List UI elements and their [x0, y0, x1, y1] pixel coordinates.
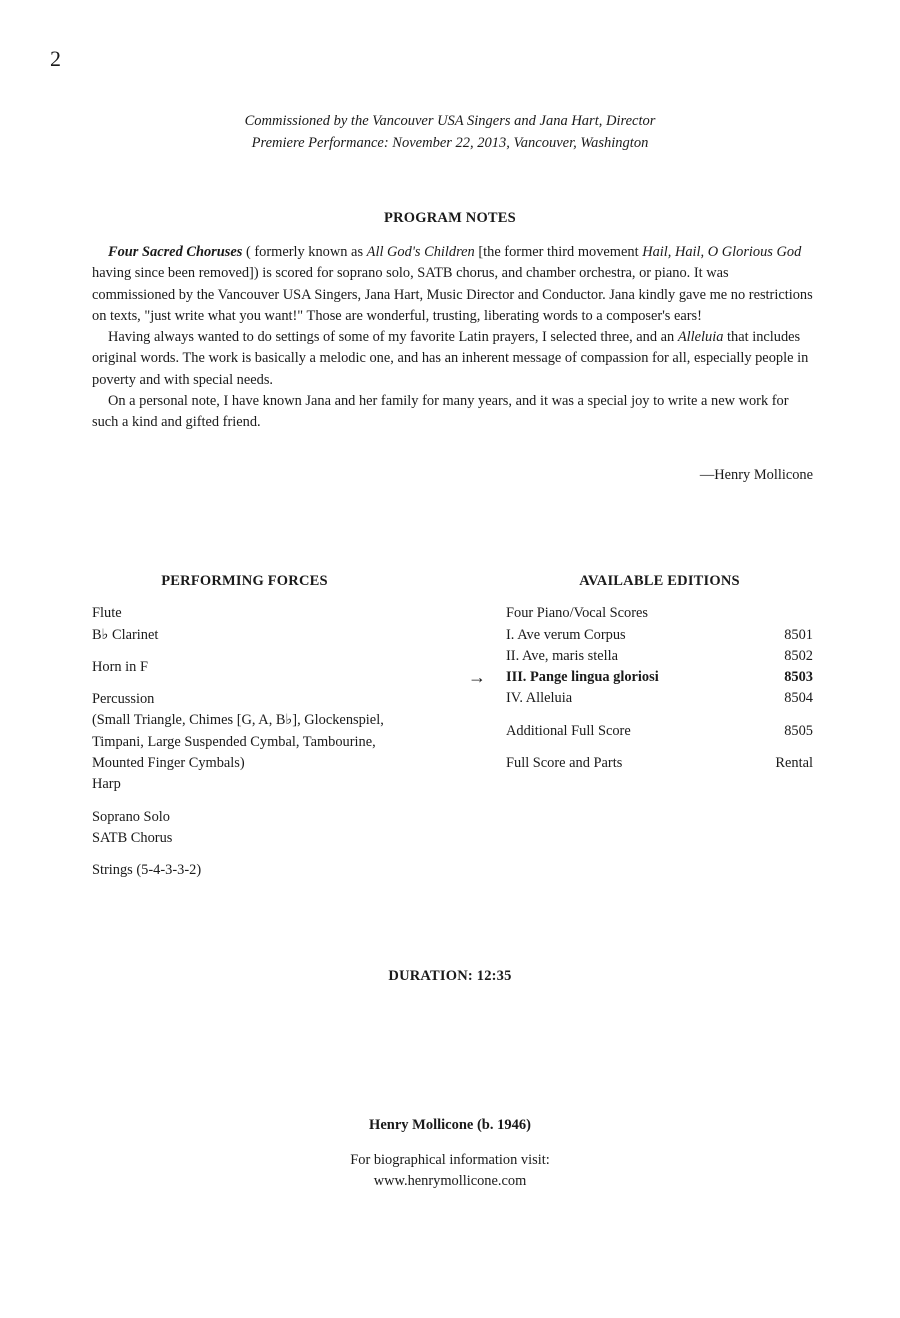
- instrument: Horn in F: [92, 658, 148, 675]
- bio-info: [0, 1150, 900, 1193]
- edition-label: II. Ave, maris stella: [506, 647, 619, 664]
- program-notes-paragraph: [92, 327, 814, 391]
- text-run: having since been removed]) is scored for soprano solo, SATB chorus, and chamber orchestra, or piano. It was commissioned by the Vancouver USA Singers, Jana Hart, Music Director and Conductor. Jana kindly gave me no restrictions on texts, "just write what you want!" Those are wonderful, trusting, liberating words to a composer's ears!: [92, 265, 813, 324]
- edition-row: [506, 646, 813, 667]
- instrument: Strings (5-4-3-3-2): [92, 862, 202, 879]
- removed-movement-title: Hail, Hail, O Glorious God: [642, 244, 802, 260]
- edition-row: [506, 688, 813, 709]
- instrument: Harp: [92, 776, 121, 793]
- available-editions: [468, 571, 813, 774]
- instrument-detail: Timpani, Large Suspended Cymbal, Tambourine,: [92, 733, 376, 750]
- instrument-group: [92, 860, 432, 881]
- performing-forces-heading: PERFORMING FORCES: [161, 573, 328, 589]
- work-title: Four Sacred Choruses: [108, 244, 243, 260]
- instrument-group: [92, 657, 432, 678]
- commission-line: Commissioned by the Vancouver USA Singers and Jana Hart, Director: [244, 113, 656, 129]
- edition-row: [506, 625, 813, 646]
- instrument: SATB Chorus: [92, 829, 173, 846]
- program-notes-heading: PROGRAM NOTES: [384, 210, 516, 226]
- edition-code: 8502: [784, 647, 813, 664]
- bio-website: www.henrymollicone.com: [373, 1173, 527, 1190]
- former-title: All God's Children: [366, 244, 475, 260]
- edition-code: Rental: [775, 755, 813, 772]
- premiere-line: Premiere Performance: November 22, 2013, Vancouver, Washington: [251, 135, 649, 151]
- commission-block: [0, 110, 900, 154]
- edition-label: Additional Full Score: [506, 722, 631, 739]
- page-number: 2: [50, 46, 61, 71]
- instrument: Percussion: [92, 691, 155, 708]
- arrow-right-icon: →: [468, 667, 486, 688]
- edition-label: I. Ave verum Corpus: [506, 626, 626, 643]
- instrument: Flute: [92, 605, 122, 622]
- instrument-detail: Mounted Finger Cymbals): [92, 755, 245, 772]
- duration: DURATION: 12:35: [388, 968, 512, 984]
- text-run: [the former third movement: [474, 244, 643, 260]
- author-signature: —Henry Mollicone: [699, 467, 813, 483]
- program-notes-body: [92, 242, 814, 434]
- available-editions-heading: AVAILABLE EDITIONS: [579, 573, 740, 589]
- instrument-group: [92, 807, 432, 850]
- bio-text: For biographical information visit:: [350, 1152, 550, 1168]
- edition-label: Full Score and Parts: [506, 755, 623, 772]
- edition-label: IV. Alleluia: [506, 690, 573, 707]
- text-run: that includes original words. The work is basically a melodic one, and has an inherent message of compassion for all, especially people in poverty and with special needs.: [92, 329, 809, 388]
- program-notes-paragraph: [92, 242, 814, 327]
- program-notes-paragraph: On a personal note, I have known Jana and her family for many years, and it was a special joy to write a new work for such a kind and gifted friend.: [92, 393, 789, 431]
- alleluia-title: Alleluia: [677, 329, 724, 346]
- edition-code: 8504: [784, 690, 813, 707]
- edition-code: 8503: [784, 669, 813, 686]
- instrument-detail: (Small Triangle, Chimes [G, A, B♭], Glockenspiel,: [92, 712, 384, 729]
- editions-intro: Four Piano/Vocal Scores: [506, 605, 649, 622]
- performing-forces: [92, 571, 432, 893]
- edition-code: 8505: [784, 722, 813, 739]
- instrument-group: [92, 689, 432, 795]
- edition-row: [506, 753, 813, 774]
- text-run: Having always wanted to do settings of some of my favorite Latin prayers, I selected three, and an: [108, 329, 678, 346]
- edition-row-current: [468, 667, 813, 688]
- instrument-group: [92, 603, 432, 646]
- edition-label: III. Pange lingua gloriosi: [506, 669, 659, 686]
- composer-name: Henry Mollicone (b. 1946): [369, 1117, 531, 1133]
- instrument: Soprano Solo: [92, 808, 170, 825]
- edition-row: [506, 721, 813, 742]
- edition-code: 8501: [784, 626, 813, 643]
- text-run: ( formerly known as: [242, 244, 367, 260]
- instrument: B♭ Clarinet: [92, 626, 159, 643]
